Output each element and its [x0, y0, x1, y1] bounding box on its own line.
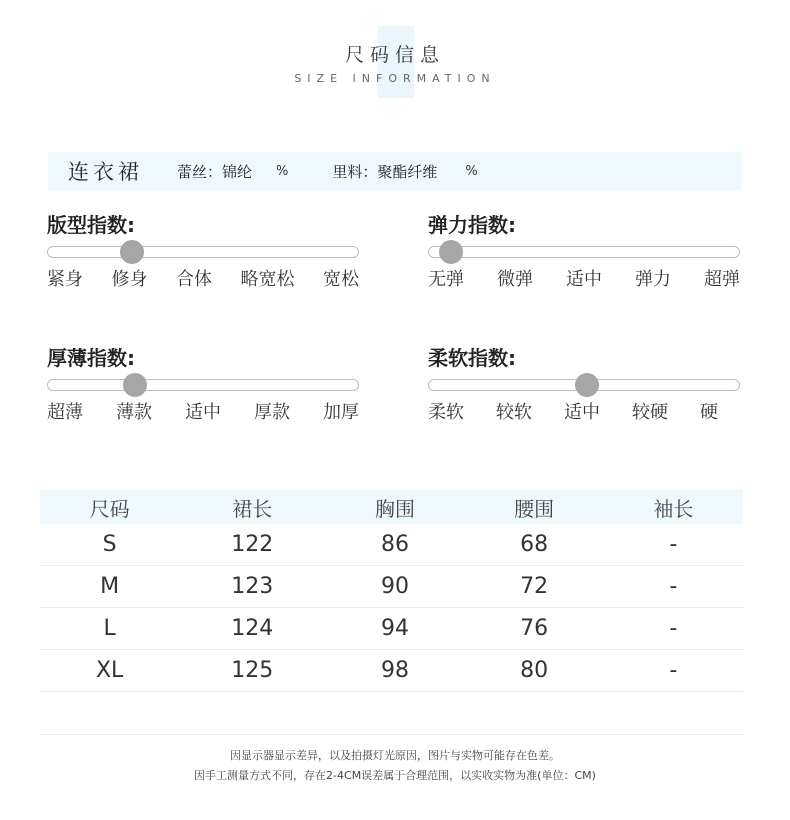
- thickness-index-scale: [47, 398, 359, 424]
- softness-index-knob: [575, 373, 599, 397]
- page-subtitle: SIZE INFORMATION: [294, 72, 496, 85]
- note-measurement-error: 因手工测量方式不同，存在2-4CM误差属于合理范围，以实收实物为准(单位：CM): [194, 769, 596, 782]
- fit-index: [47, 212, 359, 291]
- scale-label: 厚款: [254, 402, 290, 423]
- scale-label: 超薄: [47, 402, 83, 423]
- table-cell: 72: [465, 566, 604, 608]
- scale-label: 弹力: [635, 269, 671, 290]
- header-waist: 腰围: [465, 490, 604, 524]
- table-cell: 68: [465, 524, 604, 566]
- softness-index-track: [428, 379, 740, 391]
- table-cell: -: [604, 566, 743, 608]
- lace-composition: 蕾丝：锦纶: [177, 162, 253, 181]
- scale-label: 紧身: [47, 269, 83, 290]
- scale-label: 柔软: [428, 402, 464, 423]
- table-cell: 98: [325, 650, 464, 692]
- softness-index-title: 柔软指数:: [428, 346, 516, 370]
- lining-percent: %: [465, 163, 478, 179]
- note-color-difference: 因显示器显示差异，以及拍摄灯光原因，图片与实物可能存在色差。: [230, 749, 560, 762]
- fit-index-scale: [47, 265, 359, 291]
- scale-label: 硬: [700, 402, 718, 423]
- thickness-index: [47, 345, 359, 424]
- fit-index-track: [47, 246, 359, 258]
- scale-label: 略宽松: [240, 269, 295, 290]
- size-table-header: [40, 490, 743, 524]
- scale-label: 薄款: [116, 402, 152, 423]
- stretch-index-title: 弹力指数:: [428, 213, 516, 237]
- table-cell: 123: [179, 566, 325, 608]
- product-type: 连衣裙: [68, 160, 143, 184]
- table-cell: XL: [40, 650, 179, 692]
- table-row: [40, 524, 743, 566]
- table-cell: 124: [179, 608, 325, 650]
- table-cell: -: [604, 650, 743, 692]
- table-row: [40, 650, 743, 692]
- header-dress-length: 裙长: [179, 490, 325, 524]
- table-cell: -: [604, 608, 743, 650]
- header-bust: 胸围: [325, 490, 464, 524]
- table-cell: -: [604, 524, 743, 566]
- header-sleeve: 袖长: [604, 490, 743, 524]
- page-title: 尺码信息: [344, 44, 445, 66]
- thickness-index-title: 厚薄指数:: [47, 346, 135, 370]
- fit-index-title: 版型指数:: [47, 213, 135, 237]
- scale-label: 微弹: [497, 269, 533, 290]
- table-empty-row: [40, 692, 743, 735]
- table-cell: 90: [325, 566, 464, 608]
- table-cell: L: [40, 608, 179, 650]
- scale-label: 较软: [496, 402, 532, 423]
- stretch-index-track: [428, 246, 740, 258]
- scale-label: 宽松: [323, 269, 359, 290]
- scale-label: 合体: [176, 269, 212, 290]
- size-table: [40, 490, 743, 735]
- lining-composition: 里料：聚酯纤维: [332, 162, 438, 181]
- scale-label: 适中: [564, 402, 600, 423]
- thickness-index-track: [47, 379, 359, 391]
- stretch-index-scale: [428, 265, 740, 291]
- table-cell: 125: [179, 650, 325, 692]
- scale-label: 修身: [111, 269, 148, 290]
- table-cell: 94: [325, 608, 464, 650]
- table-cell: M: [40, 566, 179, 608]
- table-cell: S: [40, 524, 179, 566]
- lace-percent: %: [276, 163, 289, 179]
- scale-label: 无弹: [428, 269, 464, 290]
- table-cell: 86: [325, 524, 464, 566]
- scale-label: 较硬: [632, 402, 668, 423]
- scale-label: 适中: [185, 402, 221, 423]
- stretch-index: [428, 212, 740, 291]
- table-cell: 80: [465, 650, 604, 692]
- softness-index: [428, 345, 740, 424]
- table-cell: 122: [179, 524, 325, 566]
- stretch-index-knob: [439, 240, 463, 264]
- table-cell: 76: [465, 608, 604, 650]
- scale-label: 超弹: [704, 269, 740, 290]
- softness-index-scale: [428, 398, 718, 424]
- thickness-index-knob: [123, 373, 147, 397]
- table-row: [40, 566, 743, 608]
- table-row: [40, 608, 743, 650]
- fabric-composition-bar: [48, 152, 741, 190]
- header-size: 尺码: [40, 490, 179, 524]
- scale-label: 适中: [566, 269, 602, 290]
- scale-label: 加厚: [323, 402, 359, 423]
- fit-index-knob: [120, 240, 144, 264]
